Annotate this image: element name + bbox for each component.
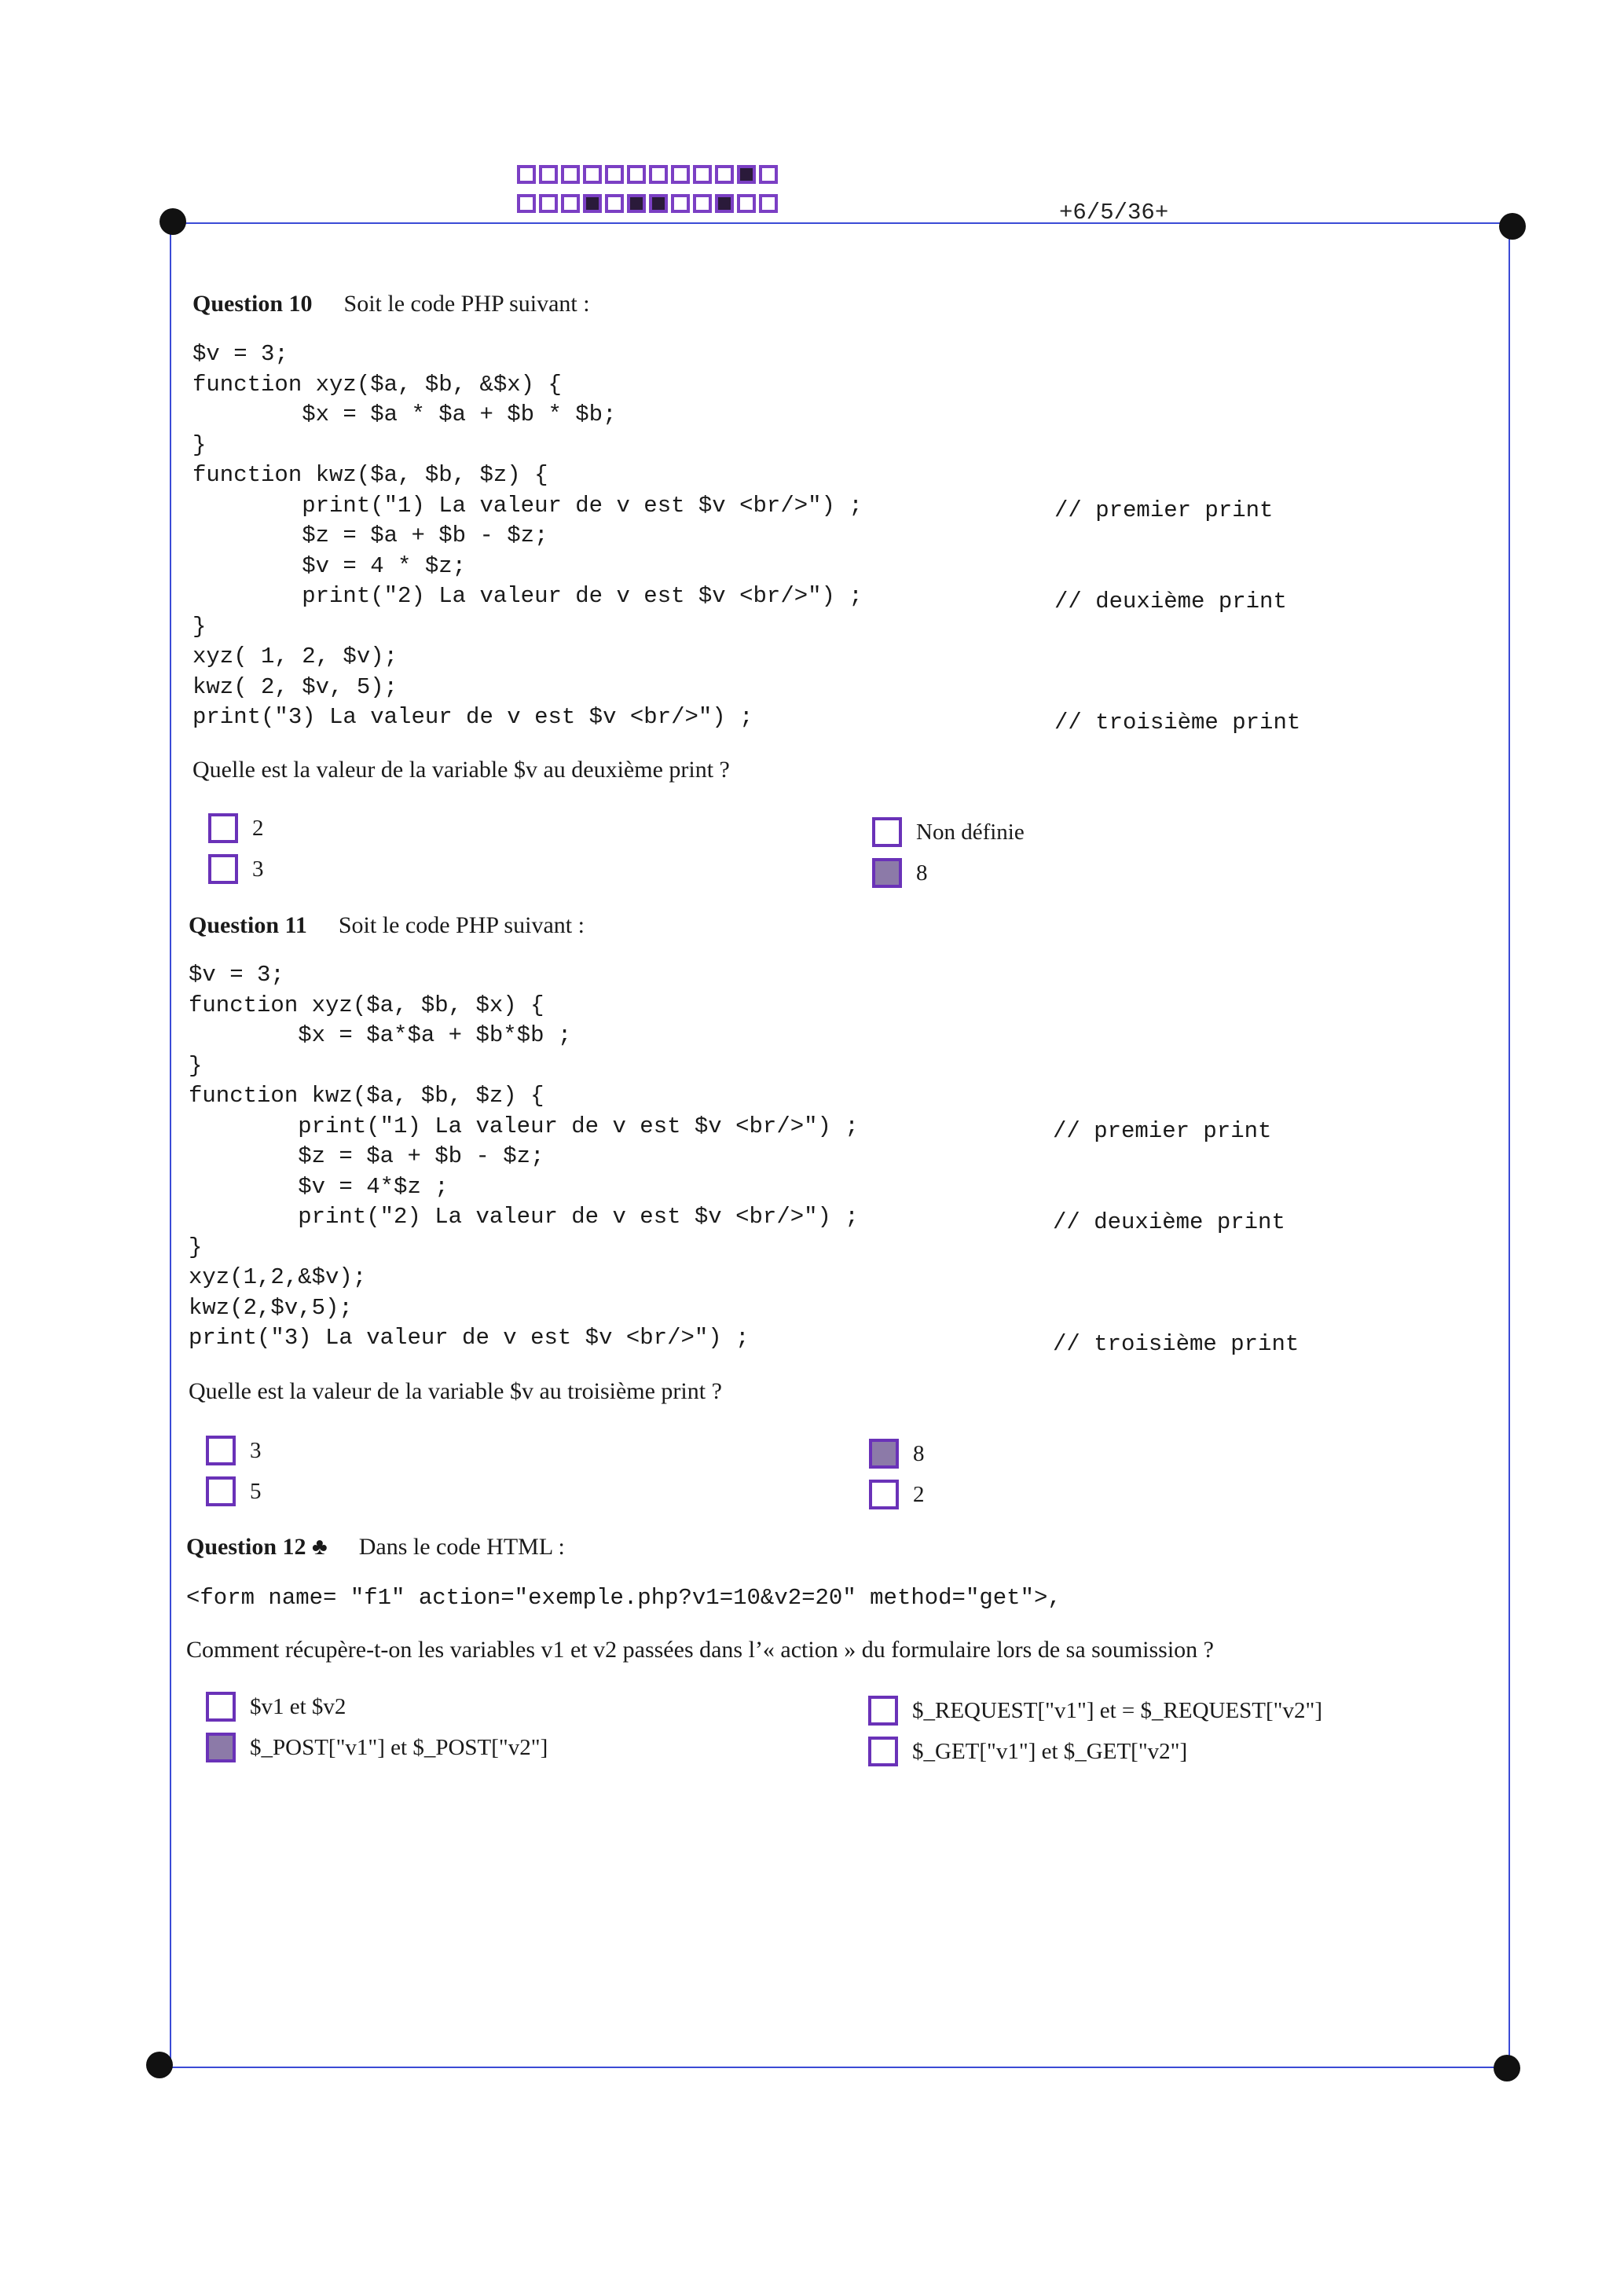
q12-option-b[interactable] (206, 1733, 548, 1762)
barcode-bit (517, 165, 536, 184)
barcode-bit (561, 165, 580, 184)
barcode-bit (605, 194, 624, 213)
page-barcode-row-1 (517, 165, 778, 184)
q11-option-d-label: 2 (913, 1481, 925, 1507)
barcode-bit (605, 165, 624, 184)
frame-bottom-line (159, 2067, 1512, 2068)
q11-option-c-label: 8 (913, 1440, 925, 1466)
q10-option-b-checkbox[interactable] (208, 854, 238, 884)
barcode-bit (693, 165, 712, 184)
q10-option-c-label: Non définie (916, 819, 1025, 845)
q11-option-d[interactable] (869, 1480, 925, 1509)
question-10-label: Question 10 (192, 291, 313, 317)
question-12-intro: Dans le code HTML : (358, 1534, 565, 1560)
question-11-comment-1: // premier print (1053, 1118, 1272, 1144)
barcode-bit (759, 165, 778, 184)
q12-option-a-checkbox[interactable] (206, 1692, 236, 1722)
barcode-bit (715, 194, 734, 213)
frame-left-line (170, 222, 171, 2067)
q11-option-c[interactable] (869, 1439, 925, 1469)
question-11-label: Question 11 (189, 912, 307, 938)
barcode-bit (539, 165, 558, 184)
q12-option-a[interactable] (206, 1692, 346, 1722)
barcode-bit (715, 165, 734, 184)
q12-option-a-label: $v1 et $v2 (250, 1693, 346, 1719)
barcode-bit (561, 194, 580, 213)
question-11-heading (189, 912, 585, 939)
frame-top-line (173, 222, 1512, 224)
q10-option-d-checkbox[interactable] (872, 858, 902, 888)
question-12-label: Question 12 ♣ (186, 1534, 328, 1560)
q11-option-b-label: 5 (250, 1478, 262, 1504)
q12-option-c-checkbox[interactable] (868, 1696, 898, 1726)
q10-option-d-label: 8 (916, 860, 928, 886)
page-code: +6/5/36+ (1059, 200, 1169, 226)
barcode-bit (583, 165, 602, 184)
q11-option-a-label: 3 (250, 1437, 262, 1463)
question-11-intro: Soit le code PHP suivant : (338, 912, 585, 938)
barcode-bit (517, 194, 536, 213)
q12-option-b-checkbox[interactable] (206, 1733, 236, 1762)
q12-option-d-label: $_GET["v1"] et $_GET["v2"] (912, 1738, 1188, 1764)
q10-option-b-label: 3 (252, 856, 264, 882)
q10-option-d[interactable] (872, 858, 928, 888)
q12-option-b-label: $_POST["v1"] et $_POST["v2"] (250, 1734, 548, 1760)
barcode-bit (737, 194, 756, 213)
q11-option-a[interactable] (206, 1436, 262, 1465)
q12-option-d-checkbox[interactable] (868, 1737, 898, 1766)
corner-marker-bottom-left (146, 2052, 173, 2078)
q11-option-b-checkbox[interactable] (206, 1476, 236, 1506)
question-10-comment-2: // deuxième print (1054, 589, 1287, 614)
corner-marker-top-right (1499, 213, 1526, 240)
question-10-comment-3: // troisième print (1054, 710, 1301, 735)
q12-option-d[interactable] (868, 1737, 1187, 1766)
question-12-html-code: <form name= "f1" action="exemple.php?v1=10&v2=20" method="get">, (186, 1585, 1061, 1611)
q10-option-a-label: 2 (252, 815, 264, 841)
barcode-bit (671, 165, 690, 184)
q11-option-c-checkbox[interactable] (869, 1439, 899, 1469)
q10-option-c[interactable] (872, 817, 1025, 847)
corner-marker-bottom-right (1494, 2055, 1520, 2081)
q12-option-c[interactable] (868, 1696, 1322, 1726)
page-barcode-row-2 (517, 194, 778, 213)
q10-option-a-checkbox[interactable] (208, 813, 238, 843)
question-10-comment-1: // premier print (1054, 497, 1274, 523)
question-10-code: $v = 3; function xyz($a, $b, &$x) { $x = $a * $a + $b * $b; } function kwz($a, $b, $z) { print("1) La valeur de v est $v <br/>") ; $z = $a + $b - $z; $v = 4 * $z; print("2) La valeur de v est $v <br/>") ; } xyz( 1, 2, $v); kwz( 2, $v, 5); print("3) La valeur de v est $v <br/>") ; (192, 341, 863, 730)
question-10-prompt: Quelle est la valeur de la variable $v au deuxième print ? (192, 757, 730, 783)
barcode-bit (627, 165, 646, 184)
barcode-bit (649, 165, 668, 184)
question-11-prompt: Quelle est la valeur de la variable $v au troisième print ? (189, 1378, 722, 1404)
question-10-heading (192, 291, 590, 317)
question-11-comment-3: // troisième print (1053, 1331, 1300, 1357)
corner-marker-top-left (159, 208, 186, 235)
q10-option-a[interactable] (208, 813, 264, 843)
barcode-bit (671, 194, 690, 213)
q11-option-b[interactable] (206, 1476, 262, 1506)
question-11-comment-2: // deuxième print (1053, 1209, 1285, 1235)
q10-option-c-checkbox[interactable] (872, 817, 902, 847)
q10-option-b[interactable] (208, 854, 264, 884)
barcode-bit (583, 194, 602, 213)
q11-option-d-checkbox[interactable] (869, 1480, 899, 1509)
question-11-code: $v = 3; function xyz($a, $b, $x) { $x = $a*$a + $b*$b ; } function kwz($a, $b, $z) { print("1) La valeur de v est $v <br/>") ; $z = $a + $b - $z; $v = 4*$z ; print("2) La valeur de v est $v <br/>") ; } xyz(1,2,&$v); kwz(2,$v,5); print("3) La valeur de v est $v <br/>") ; (189, 962, 859, 1351)
frame-right-line (1509, 226, 1510, 2067)
q12-option-c-label: $_REQUEST["v1"] et = $_REQUEST["v2"] (912, 1697, 1323, 1723)
barcode-bit (759, 194, 778, 213)
question-12-heading (186, 1534, 565, 1561)
barcode-bit (627, 194, 646, 213)
barcode-bit (539, 194, 558, 213)
barcode-bit (649, 194, 668, 213)
question-12-prompt: Comment récupère-t-on les variables v1 et v2 passées dans l’« action » du formulaire lors de sa soumission ? (186, 1637, 1214, 1663)
question-10-intro: Soit le code PHP suivant : (343, 291, 590, 317)
q11-option-a-checkbox[interactable] (206, 1436, 236, 1465)
barcode-bit (693, 194, 712, 213)
barcode-bit (737, 165, 756, 184)
